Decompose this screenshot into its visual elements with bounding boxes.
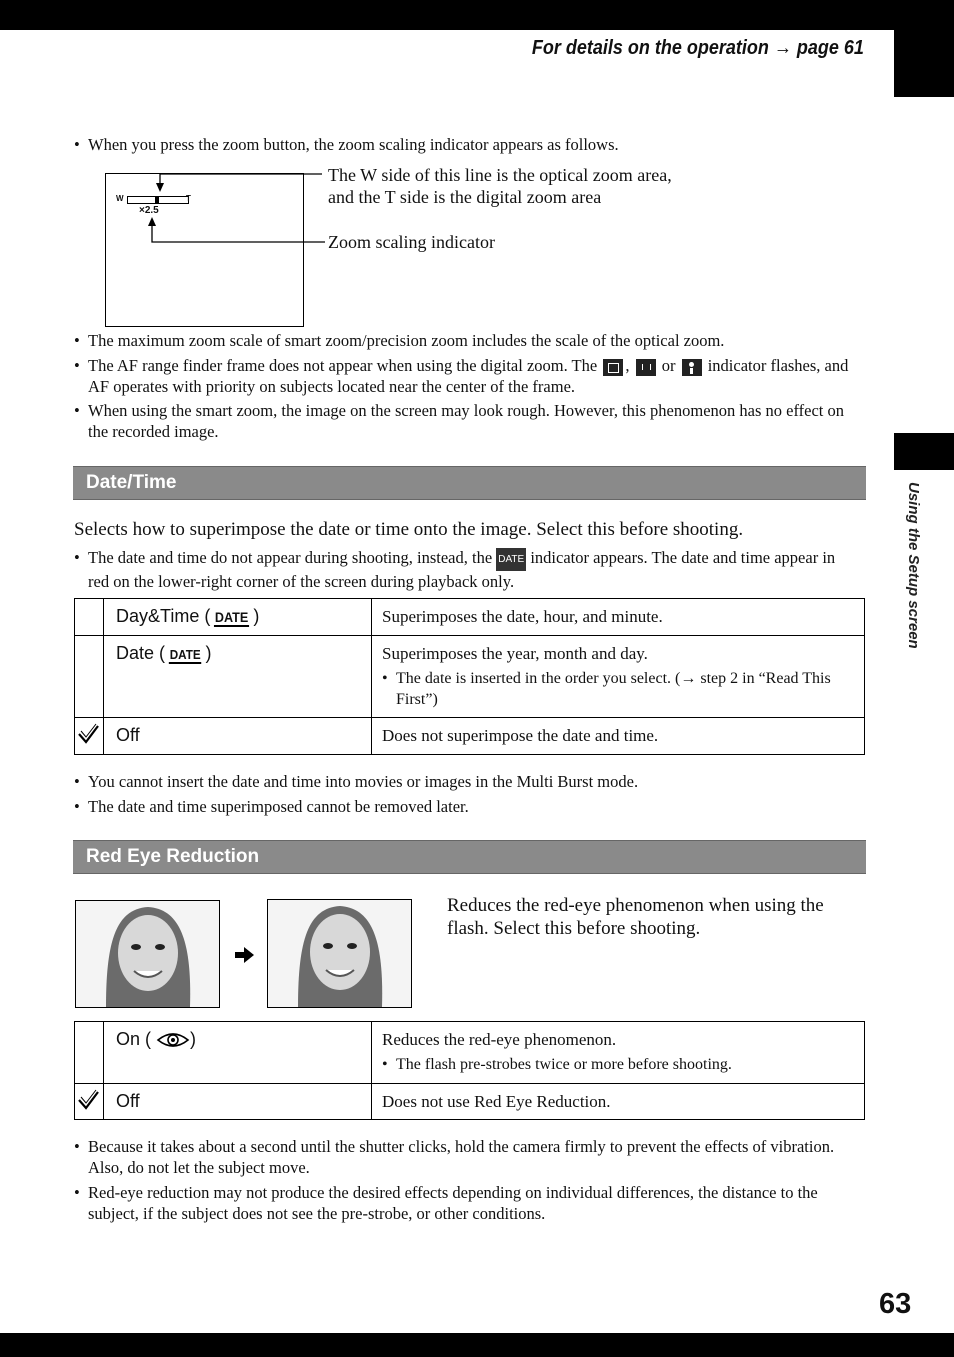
date-badge-icon: DATE [215,609,249,625]
option-row-date[interactable] [75,636,865,718]
option-row-off[interactable] [75,718,865,755]
callout-optical-digital: The W side of this line is the optical zoom area, and the T side is the digital zoom area [328,165,672,207]
side-tab [894,433,954,470]
default-cell [75,636,104,718]
section-header-red-eye: Red Eye Reduction [73,840,866,874]
option-description: Does not use Red Eye Reduction. [372,1084,865,1120]
zoom-w-label: W [116,194,124,203]
option-description: Reduces the red-eye phenomenon. • The flash pre-strobes twice or more before shooting. [372,1022,865,1084]
photo-after [267,899,412,1008]
zoom-scale-value: ×2.5 [139,205,159,216]
zoom-intro: • When you press the zoom button, the zoom scaling indicator appears as follows. [74,135,619,154]
check-icon [75,718,101,748]
red-eye-intro: Reduces the red-eye phenomenon when using the flash. Select this before shooting. [447,895,824,939]
corner-tab [894,30,954,97]
callout-lines [140,165,330,245]
note-cannot-remove: • The date and time superimposed cannot be removed later. [74,797,469,816]
arrow-right-icon [235,947,255,963]
option-row-off[interactable] [75,1084,865,1120]
note-af-frame: • The AF range finder frame does not appear when using the digital zoom. The , or indicator flashes, and AF operates with priority on subjects located near the center of the frame. [74,356,849,396]
date-indicator-icon: DATE [496,548,526,571]
option-row-day-time[interactable] [75,599,865,636]
side-label: Using the Setup screen [905,482,922,649]
photo-before [75,900,220,1008]
red-eye-options [74,1021,865,1120]
af-face-icon [682,359,702,376]
option-description: Superimposes the date, hour, and minute. [372,599,865,636]
option-label: Date ( DATE ) [104,636,372,718]
bottom-bar [0,1333,954,1357]
note-smart-zoom: • When using the smart zoom, the image on the screen may look rough. However, this phenomenon has no effect on the recorded image. [74,401,845,441]
date-time-intro: Selects how to superimpose the date or time onto the image. Select this before shooting. [74,519,744,540]
eye-icon [156,1030,190,1050]
note-movies: • You cannot insert the date and time into movies or images in the Multi Burst mode. [74,772,639,791]
option-description: Does not superimpose the date and time. [372,718,865,755]
note-max-zoom: • The maximum zoom scale of smart zoom/precision zoom includes the scale of the optical zoom. [74,331,725,350]
default-cell [75,718,104,755]
callout-zoom-indicator: Zoom scaling indicator [328,232,495,252]
date-time-note: • The date and time do not appear during shooting, instead, the DATE indicator appears. The date and time appear in red on the lower-right corner of the screen during playback only. [74,548,836,591]
option-description: Superimposes the year, month and day. • The date is inserted in the order you select. (→ step 2 in “Read This First”) [372,636,865,718]
note-red-eye-effect: • Red-eye reduction may not produce the desired effects depending on individual differences, the distance to the subject, if the subject does not see the pre-strobe, or other conditions. [74,1183,818,1223]
date-badge-icon: DATE [169,647,201,662]
option-label: Off [104,718,372,755]
option-label: On ( ) [104,1022,372,1084]
section-header-date-time: Date/Time [73,466,866,500]
option-row-on[interactable] [75,1022,865,1084]
default-cell [75,1084,104,1120]
note-hold-camera: • Because it takes about a second until the shutter clicks, hold the camera firmly to prevent the effects of vibration. Also, do not let the subject move. [74,1137,835,1177]
page-header: For details on the operation → page 61 [531,37,864,59]
option-label: Day&Time ( DATE ) [104,599,372,636]
top-bar [0,0,954,30]
af-frame-center-icon [636,359,656,376]
zoom-t-label: T [186,194,191,203]
default-cell [75,599,104,636]
page-number: 63 [879,1288,912,1320]
check-icon [75,1084,101,1114]
option-label: Off [104,1084,372,1120]
af-frame-wide-icon [603,359,623,376]
date-time-options [74,598,865,755]
default-cell [75,1022,104,1084]
